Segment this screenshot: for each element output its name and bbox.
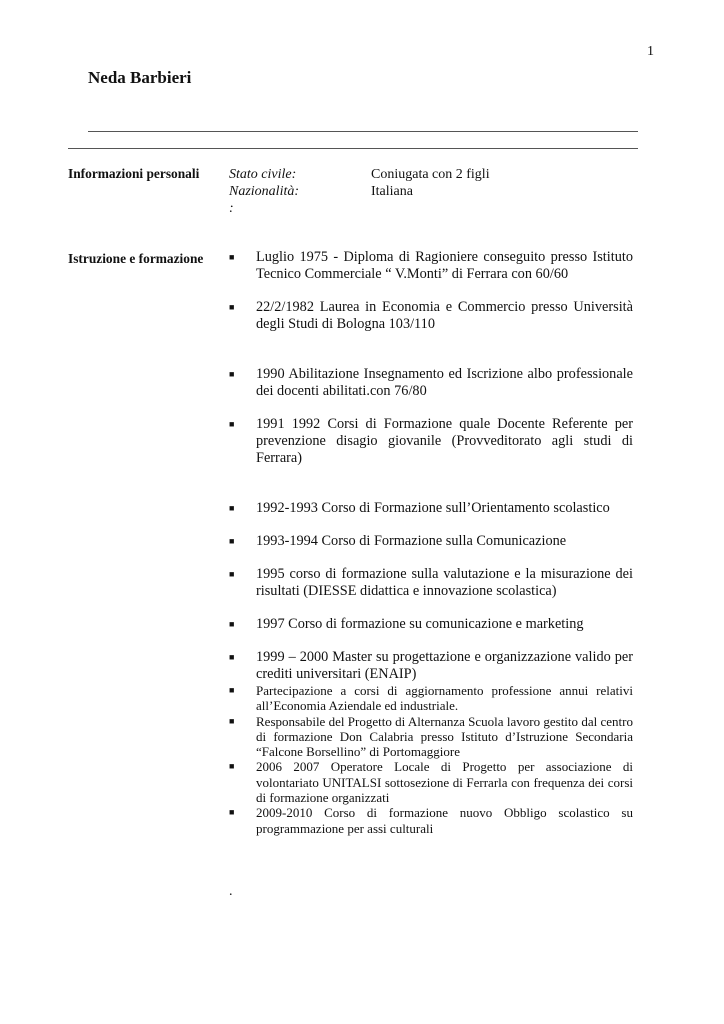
personal-info-grid [229,166,490,217]
list-item [229,299,633,333]
cv-owner-name: Neda Barbieri [88,68,192,87]
header-divider-top [88,131,638,132]
info-trailing-colon: : [229,201,234,216]
bullet-icon: ■ [229,503,235,513]
bullet-icon: ■ [229,761,235,772]
education-item-text: 22/2/1982 Laurea in Economia e Commercio presso Università degli Studi di Bologna 103/110 [256,299,633,332]
bullet-icon: ■ [229,302,235,312]
education-item-text: 1991 1992 Corsi di Formazione quale Docente Referente per prevenzione disagio giovanile (Provveditorato agli studi di Ferrara) [256,416,633,466]
header-divider-bottom [68,148,638,149]
bullet-icon: ■ [229,807,235,818]
list-item [229,416,633,467]
list-item [229,683,633,714]
education-item-text: 1999 – 2000 Master su progettazione e organizzazione valido per crediti universitari (ENAIP) [256,649,633,682]
list-item [229,805,633,836]
info-value-nationality: Italiana [371,184,413,199]
info-key-nationality: Nazionalità: [229,184,300,199]
education-item-text: Partecipazione a corsi di aggiornamento professione annui relativi all’Economia Aziendale ed industriale. [256,683,633,714]
trailing-dot: . [229,884,233,899]
info-key-marital-status: Stato civile: [229,167,297,182]
list-item [229,500,633,517]
list-item [229,616,633,633]
bullet-icon: ■ [229,569,235,579]
section-label-education: Istruzione e formazione [68,251,204,266]
bullet-icon: ■ [229,369,235,379]
education-list [229,249,633,836]
bullet-icon: ■ [229,619,235,629]
bullet-icon: ■ [229,715,235,726]
bullet-icon: ■ [229,419,235,429]
education-item-text: 1997 Corso di formazione su comunicazione e marketing [256,616,584,632]
education-item-text: Responsabile del Progetto di Alternanza Scuola lavoro gestito dal centro di formazione Don Calabria presso Istituto d’Istruzione Secondaria “Falcone Borsellino” di Portomaggiore [256,713,633,760]
bullet-icon: ■ [229,252,235,262]
bullet-icon: ■ [229,685,235,695]
education-item-text: 1993-1994 Corso di Formazione sulla Comunicazione [256,533,567,549]
info-row-marital-status [229,166,490,183]
info-value-marital-status: Coniugata con 2 figli [371,167,490,182]
education-item-text: Luglio 1975 - Diploma di Ragioniere conseguito presso Istituto Tecnico Commerciale “ V.Monti” di Ferrara con 60/60 [256,249,633,282]
page-number: 1 [647,44,654,59]
list-item [229,759,633,805]
bullet-icon: ■ [229,652,235,662]
info-row-trailing [229,200,490,217]
list-item [229,249,633,283]
bullet-icon: ■ [229,536,235,546]
education-item-text: 1992-1993 Corso di Formazione sull’Orientamento scolastico [256,500,610,516]
education-item-text: 1995 corso di formazione sulla valutazione e la misurazione dei risultati (DIESSE didattica e innovazione scolastica) [256,566,633,599]
section-label-personal-info: Informazioni personali [68,166,200,181]
list-item [229,566,633,600]
info-row-nationality [229,183,490,200]
list-item [229,649,633,683]
list-item [229,533,633,550]
education-item-text: 2006 2007 Operatore Locale di Progetto per associazione di volontariato UNITALSI sottosezione di Ferrarla con frequenza dei corsi di formazione organizzati [256,759,633,806]
list-item [229,714,633,760]
education-item-text: 1990 Abilitazione Insegnamento ed Iscrizione albo professionale dei docenti abilitati.con 76/80 [256,366,633,399]
list-item [229,366,633,400]
education-item-text: 2009-2010 Corso di formazione nuovo Obbligo scolastico su programmazione per assi culturali [256,805,633,836]
